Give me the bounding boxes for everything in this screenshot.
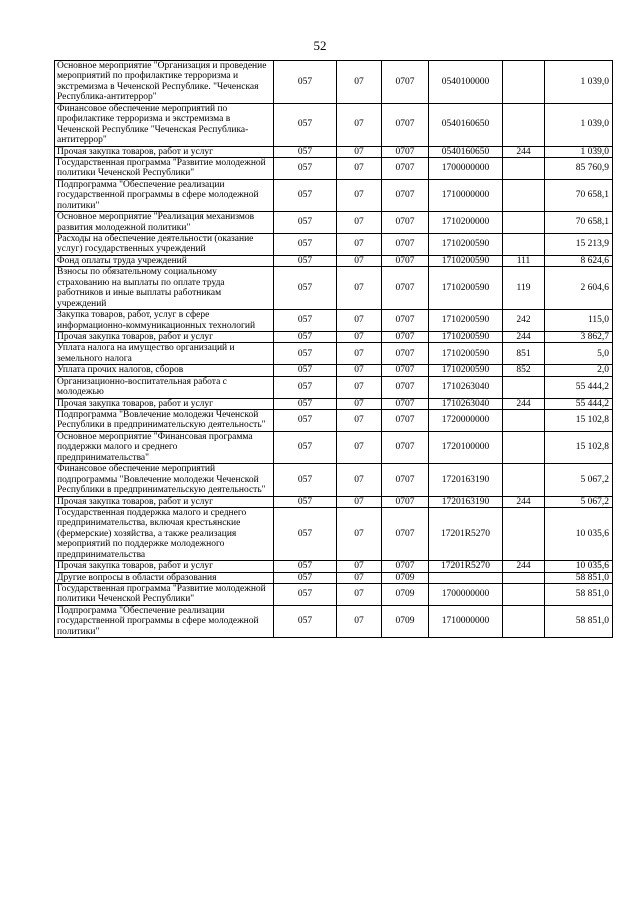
target-article-code: 0540160650 [429,146,503,157]
table-row [55,343,613,365]
row-name: Подпрограмма "Вовлечение молодежи Чеченской Республики в предпринимательскую деятельность" [55,410,274,432]
expense-type-code: 244 [503,331,545,342]
ministry-code: 057 [274,376,337,398]
subsection-code: 0707 [382,410,429,432]
table-row [55,267,613,310]
amount: 55 444,2 [545,398,613,409]
row-name: Основное мероприятие "Реализация механизмов развития молодежной политики" [55,212,274,234]
section-code: 07 [337,234,382,256]
table-row [55,212,613,234]
row-name: Уплата прочих налогов, сборов [55,365,274,376]
target-article-code: 1720163190 [429,464,503,496]
ministry-code: 057 [274,507,337,560]
table-row [55,365,613,376]
table-row [55,179,613,211]
expense-type-code [503,572,545,583]
amount: 2 604,6 [545,267,613,310]
section-code: 07 [337,410,382,432]
expense-type-code: 851 [503,343,545,365]
target-article-code: 1710200590 [429,234,503,256]
ministry-code: 057 [274,343,337,365]
row-name: Государственная программа "Развитие молодежной политики Чеченской Республики" [55,157,274,179]
ministry-code: 057 [274,431,337,463]
section-code: 07 [337,605,382,637]
section-code: 07 [337,572,382,583]
expense-type-code: 119 [503,267,545,310]
row-name: Прочая закупка товаров, работ и услуг [55,496,274,507]
expense-type-code: 244 [503,561,545,572]
amount: 1 039,0 [545,61,613,104]
target-article-code: 0540160650 [429,103,503,146]
ministry-code: 057 [274,464,337,496]
section-code: 07 [337,398,382,409]
ministry-code: 057 [274,398,337,409]
row-name: Организационно-воспитательная работа с молодежью [55,376,274,398]
row-name: Расходы на обеспечение деятельности (оказание услуг) государственных учреждений [55,234,274,256]
section-code: 07 [337,464,382,496]
ministry-code: 057 [274,410,337,432]
subsection-code: 0707 [382,103,429,146]
row-name: Прочая закупка товаров, работ и услуг [55,398,274,409]
expense-type-code [503,61,545,104]
subsection-code: 0709 [382,584,429,606]
target-article-code: 1710200590 [429,267,503,310]
subsection-code: 0707 [382,365,429,376]
subsection-code: 0707 [382,464,429,496]
amount: 115,0 [545,310,613,332]
subsection-code: 0707 [382,496,429,507]
ministry-code: 057 [274,496,337,507]
table-row [55,561,613,572]
subsection-code: 0707 [382,431,429,463]
row-name: Уплата налога на имущество организаций и земельного налога [55,343,274,365]
amount: 2,0 [545,365,613,376]
amount: 1 039,0 [545,146,613,157]
amount: 58 851,0 [545,584,613,606]
subsection-code: 0707 [382,376,429,398]
section-code: 07 [337,584,382,606]
amount: 70 658,1 [545,179,613,211]
amount: 55 444,2 [545,376,613,398]
table-row [55,146,613,157]
amount: 15 213,9 [545,234,613,256]
target-article-code: 1710200590 [429,331,503,342]
section-code: 07 [337,561,382,572]
ministry-code: 057 [274,212,337,234]
section-code: 07 [337,179,382,211]
amount: 1 039,0 [545,103,613,146]
ministry-code: 057 [274,157,337,179]
target-article-code: 1710200590 [429,343,503,365]
subsection-code: 0707 [382,234,429,256]
table-row [55,376,613,398]
row-name: Другие вопросы в области образования [55,572,274,583]
subsection-code: 0707 [382,61,429,104]
subsection-code: 0707 [382,212,429,234]
section-code: 07 [337,507,382,560]
ministry-code: 057 [274,331,337,342]
target-article-code: 1710000000 [429,605,503,637]
section-code: 07 [337,343,382,365]
target-article-code: 1710200590 [429,255,503,266]
subsection-code: 0707 [382,507,429,560]
ministry-code: 057 [274,146,337,157]
target-article-code: 1710263040 [429,376,503,398]
subsection-code: 0707 [382,179,429,211]
table-row [55,572,613,583]
target-article-code: 1710200000 [429,212,503,234]
section-code: 07 [337,157,382,179]
target-article-code: 17201R5270 [429,507,503,560]
ministry-code: 057 [274,61,337,104]
table-row [55,310,613,332]
section-code: 07 [337,103,382,146]
row-name: Фонд оплаты труда учреждений [55,255,274,266]
expense-type-code: 244 [503,496,545,507]
table-row [55,605,613,637]
table-row [55,431,613,463]
expense-type-code [503,584,545,606]
ministry-code: 057 [274,234,337,256]
amount: 70 658,1 [545,212,613,234]
expense-type-code: 244 [503,398,545,409]
table-row [55,61,613,104]
section-code: 07 [337,146,382,157]
subsection-code: 0707 [382,255,429,266]
table-row [55,157,613,179]
expense-type-code [503,234,545,256]
section-code: 07 [337,496,382,507]
row-name: Подпрограмма "Обеспечение реализации государственной программы в сфере молодежной политики" [55,179,274,211]
subsection-code: 0707 [382,310,429,332]
section-code: 07 [337,212,382,234]
table-row [55,398,613,409]
row-name: Закупка товаров, работ, услуг в сфере информационно-коммуникационных технологий [55,310,274,332]
section-code: 07 [337,376,382,398]
amount: 3 862,7 [545,331,613,342]
ministry-code: 057 [274,561,337,572]
section-code: 07 [337,61,382,104]
expense-type-code [503,507,545,560]
row-name: Прочая закупка товаров, работ и услуг [55,146,274,157]
expense-type-code: 852 [503,365,545,376]
row-name: Взносы по обязательному социальному страхованию на выплаты по оплате труда работников и иные выплаты работникам учреждений [55,267,274,310]
ministry-code: 057 [274,103,337,146]
amount: 8 624,6 [545,255,613,266]
section-code: 07 [337,365,382,376]
table-row [55,410,613,432]
amount: 5,0 [545,343,613,365]
row-name: Государственная поддержка малого и среднего предпринимательства, включая крестьянские (фермерские) хозяйства, а также реализация мероприятий по поддержке молодежного предпринимательства [55,507,274,560]
target-article-code: 0540100000 [429,61,503,104]
table-row [55,331,613,342]
amount: 58 851,0 [545,605,613,637]
amount: 85 760,9 [545,157,613,179]
expense-type-code [503,179,545,211]
ministry-code: 057 [274,572,337,583]
expense-type-code [503,605,545,637]
amount: 5 067,2 [545,496,613,507]
table-row [55,255,613,266]
table-row [55,234,613,256]
budget-table-body [55,61,613,638]
expense-type-code [503,157,545,179]
target-article-code: 1720100000 [429,431,503,463]
subsection-code: 0707 [382,561,429,572]
expense-type-code [503,431,545,463]
target-article-code: 1700000000 [429,584,503,606]
amount: 58 851,0 [545,572,613,583]
target-article-code: 1710000000 [429,179,503,211]
row-name: Финансовое обеспечение мероприятий по профилактике терроризма и экстремизма в Чеченской Республике "Чеченская Республика-антитеррор" [55,103,274,146]
ministry-code: 057 [274,179,337,211]
ministry-code: 057 [274,310,337,332]
section-code: 07 [337,267,382,310]
row-name: Финансовое обеспечение мероприятий подпрограммы "Вовлечение молодежи Чеченской Республики в предпринимательскую деятельность" [55,464,274,496]
target-article-code: 1710200590 [429,310,503,332]
expense-type-code [503,376,545,398]
budget-table [54,60,613,638]
expense-type-code: 111 [503,255,545,266]
subsection-code: 0707 [382,343,429,365]
expense-type-code [503,212,545,234]
subsection-code: 0707 [382,267,429,310]
ministry-code: 057 [274,255,337,266]
subsection-code: 0707 [382,157,429,179]
page-number: 52 [313,38,327,53]
table-row [55,496,613,507]
table-row [55,103,613,146]
amount: 5 067,2 [545,464,613,496]
subsection-code: 0709 [382,605,429,637]
target-article-code: 1710263040 [429,398,503,409]
subsection-code: 0707 [382,398,429,409]
section-code: 07 [337,331,382,342]
expense-type-code [503,410,545,432]
section-code: 07 [337,431,382,463]
amount: 15 102,8 [545,431,613,463]
ministry-code: 057 [274,365,337,376]
row-name: Основное мероприятие "Организация и проведение мероприятий по профилактике терроризма и экстремизма в Чеченской Республике. "Чеченская Республика-антитеррор" [55,61,274,104]
ministry-code: 057 [274,605,337,637]
row-name: Прочая закупка товаров, работ и услуг [55,331,274,342]
table-row [55,584,613,606]
subsection-code: 0707 [382,331,429,342]
row-name: Государственная программа "Развитие молодежной политики Чеченской Республики" [55,584,274,606]
amount: 10 035,6 [545,561,613,572]
table-row [55,507,613,560]
ministry-code: 057 [274,267,337,310]
section-code: 07 [337,310,382,332]
target-article-code: 1710200590 [429,365,503,376]
expense-type-code: 242 [503,310,545,332]
target-article-code: 17201R5270 [429,561,503,572]
table-row [55,464,613,496]
row-name: Основное мероприятие "Финансовая программа поддержки малого и среднего предпринимательства" [55,431,274,463]
amount: 15 102,8 [545,410,613,432]
subsection-code: 0707 [382,146,429,157]
row-name: Подпрограмма "Обеспечение реализации государственной программы в сфере молодежной политики" [55,605,274,637]
expense-type-code [503,103,545,146]
target-article-code: 1720000000 [429,410,503,432]
ministry-code: 057 [274,584,337,606]
target-article-code: 1720163190 [429,496,503,507]
row-name: Прочая закупка товаров, работ и услуг [55,561,274,572]
expense-type-code [503,464,545,496]
expense-type-code: 244 [503,146,545,157]
amount: 10 035,6 [545,507,613,560]
target-article-code: 1700000000 [429,157,503,179]
subsection-code: 0709 [382,572,429,583]
section-code: 07 [337,255,382,266]
target-article-code [429,572,503,583]
